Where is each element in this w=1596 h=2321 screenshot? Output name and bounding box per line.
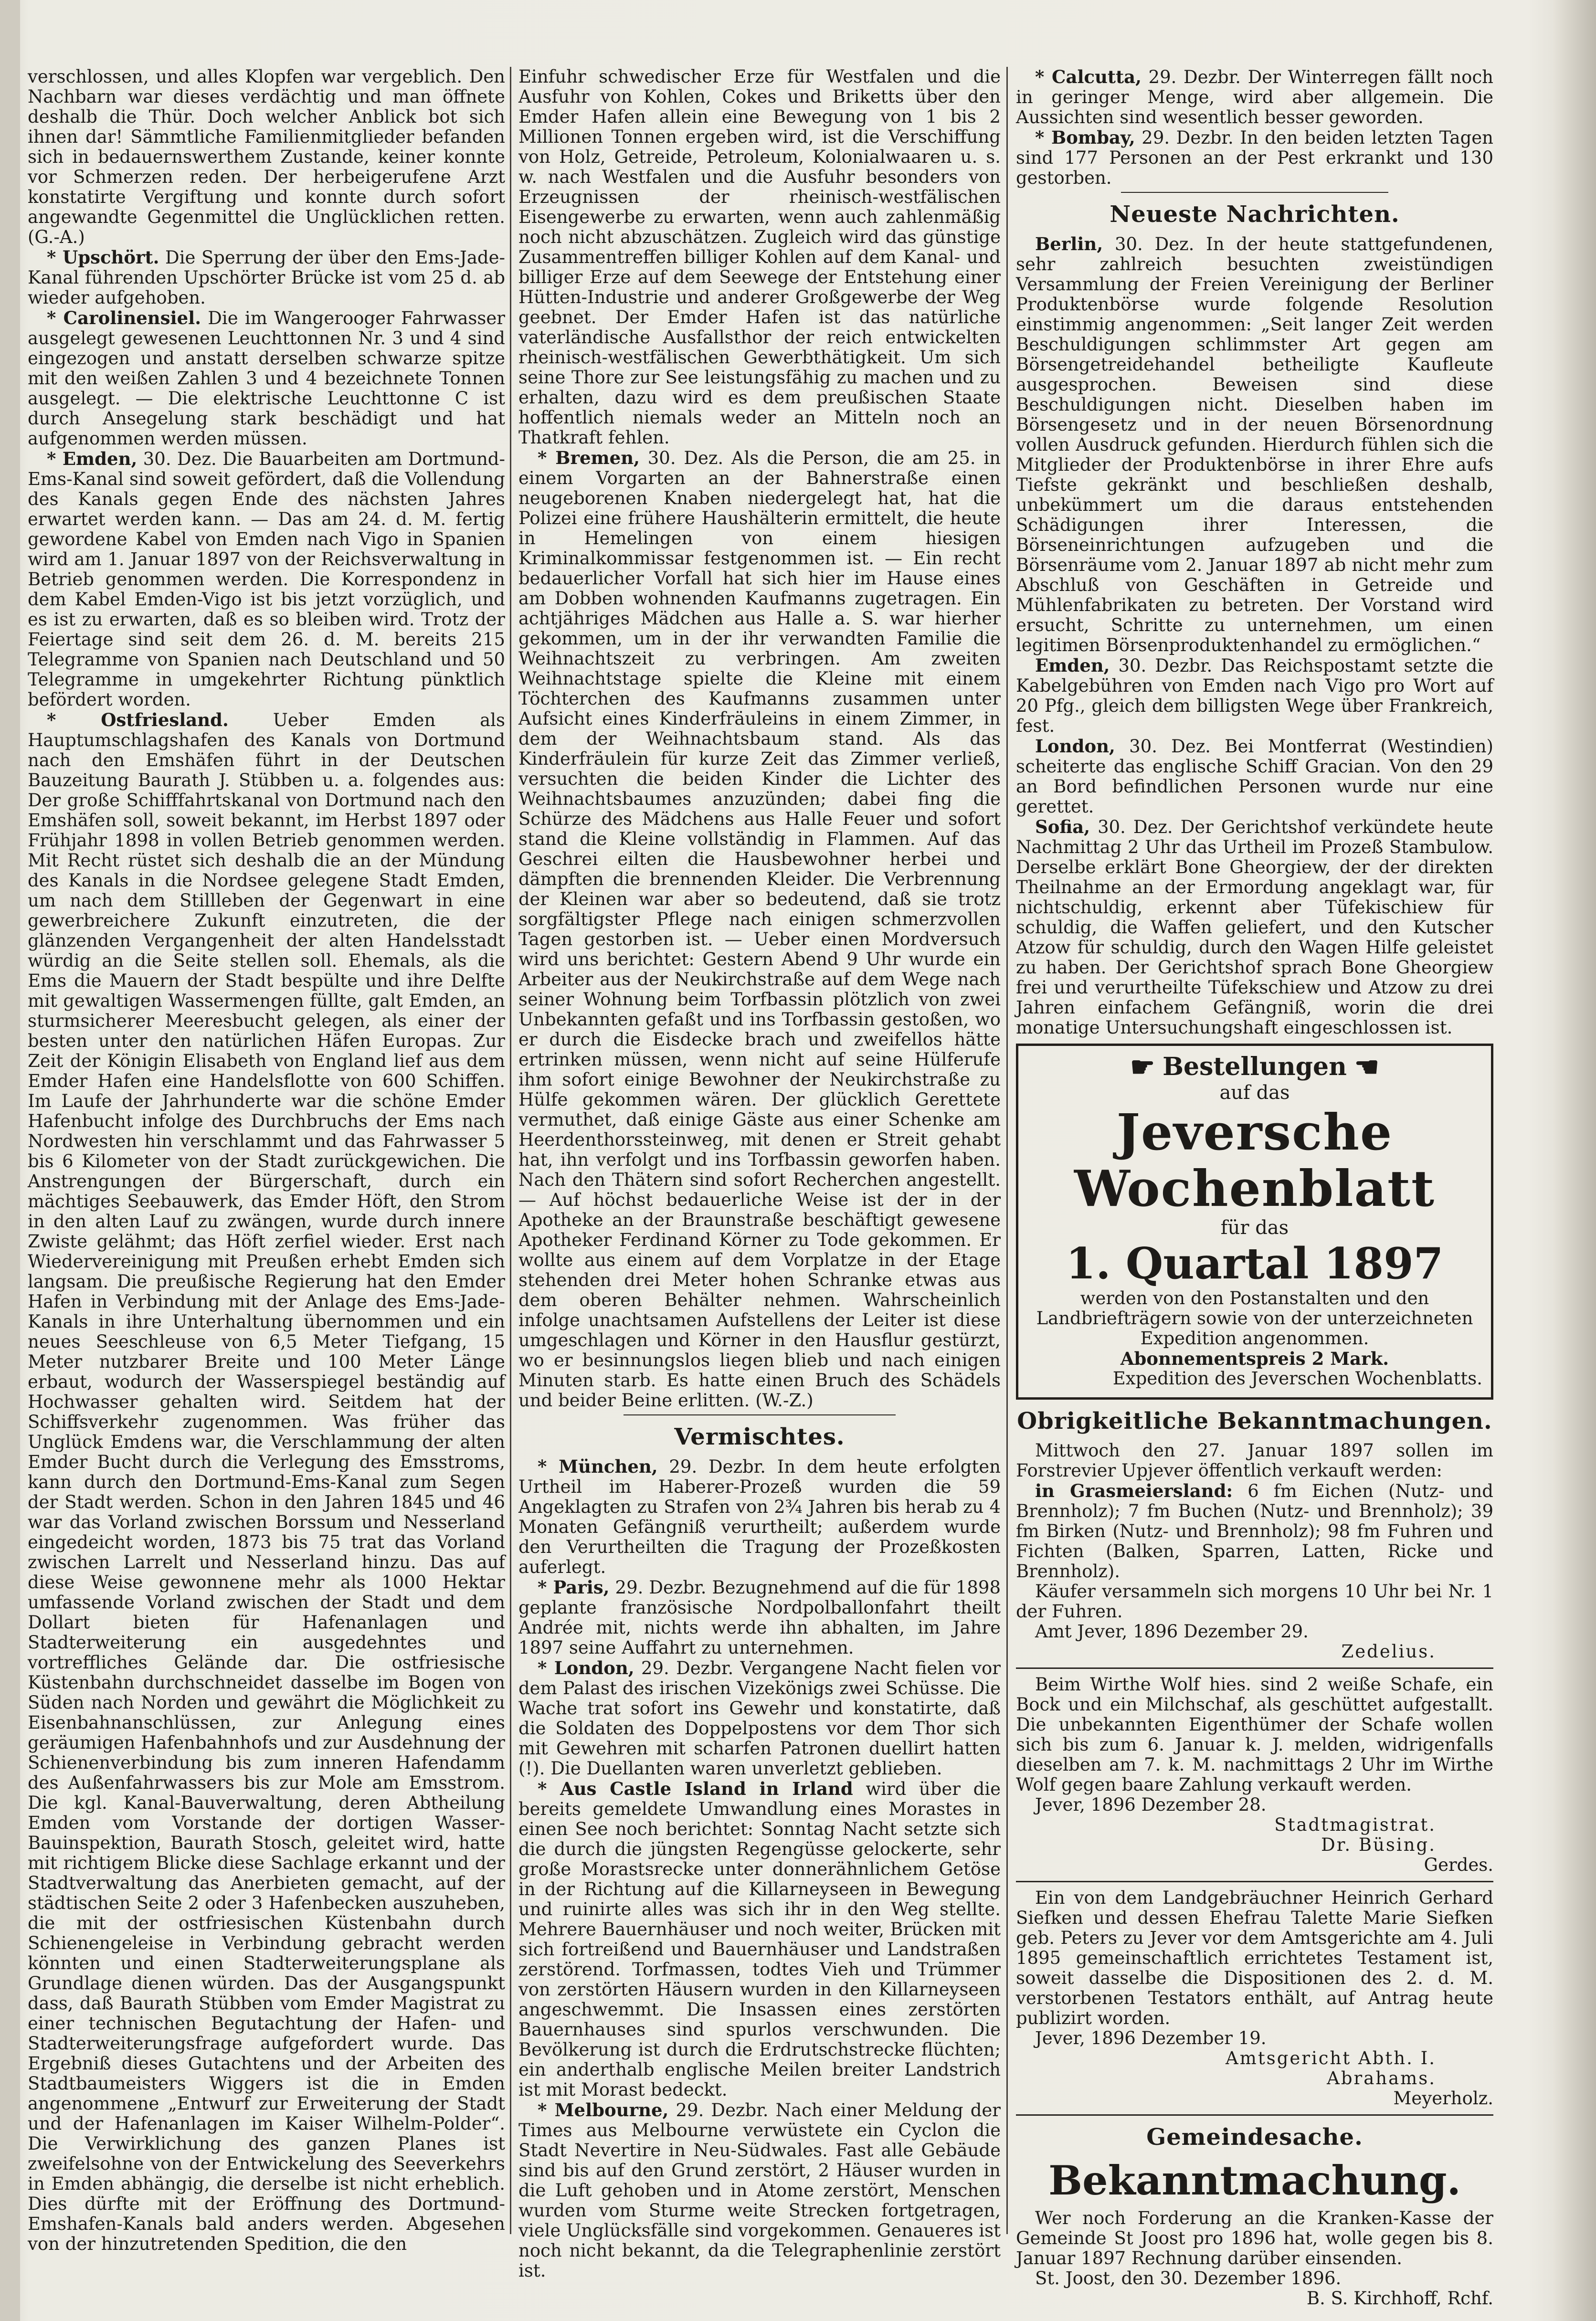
ad-line-1: Bestellungen [1163,1052,1347,1081]
notice-holzverkauf: Mittwoch den 27. Januar 1897 sollen im Forstrevier Upjever öffentlich verkauft werden: [1016,1440,1493,1481]
notice-signature: Gerdes. [1424,1855,1493,1875]
article-sofia [1016,817,1493,1038]
right-page-edge [1553,0,1596,2321]
section-divider [1121,192,1388,193]
dateline: * Upschört. [47,247,159,268]
ad-line-2: auf das [1219,1082,1290,1104]
notice-signature: B. S. Kirchhoff, Rchf. [1306,2288,1493,2309]
ad-price: Abonnementspreis 2 Mark. [1120,1348,1389,1369]
article-emden [28,449,505,710]
location-label: in Grasmeiersland: [1035,1480,1233,1501]
notice-signature: Meyerholz. [1393,2088,1493,2109]
article-text: wird über die bereits gemeldete Umwandlung eines Morastes in einen See noch berichtet: Sonntag Nacht setzte sich die durch die jüngsten Regengüsse gelockerte, sehr große Morastsrecke unter donnerähnlichem Getöse in der Richtung auf die Killarneyseen in Bewegung und ruinirte alles was sich ihr in den Weg stellte. Mehrere Bauernhäuser und noch weiter, Brücken mit sich fortreißend und Bauernhäuser und Landstraßen zerstörend. Torfmassen, todtes Vieh und Trümmer von zerstörten Häusern wurden in den Killarneyseen angeschwemmt. Die Insassen eines zerstörten Bauernhauses sind spurlos verschwunden. Die Bevölkerung ist durch die Erdrutschstrecke flüchten; ein anderthalb englische Meilen breiter Landstrich ist mit Morast bedeckt. [518,1779,1001,2100]
article-bombay [1016,127,1493,188]
ad-line-4: für das [1220,1217,1289,1239]
ad-quarter: 1. Quartal 1897 [1066,1238,1444,1289]
article-ostfriesland [28,710,505,2254]
notice-holzverkauf-meeting: Käufer versammeln sich morgens 10 Uhr bei Nr. 1 der Fuhren. [1016,1581,1493,1622]
article-text: 29. Dezbr. Der Winterregen fällt noch in geringer Menge, wird aber allgemein. Die Aussichten sind wesentlich besser geworden. [1016,67,1493,127]
article-continuation: verschlossen, und alles Klopfen war vergeblich. Den Nachbarn war dieses verdächtig und man öffnete deshalb die Thür. Doch welcher Anblick bot sich ihnen dar! Sämmtliche Familienmitglieder befanden sich in bedauernswerthem Zustande, keiner konnte vor Schmerzen reden. Der herbeigerufene Arzt konstatirte Vergiftung und konnte durch sofort angewandte Gegenmittel die Unglücklichen retten. (G.-A.) [28,66,505,247]
article-text: 30. Dezbr. Das Reichspostamt setzte die Kabelgebühren von Emden nach Vigo pro Wort auf 20 Pfg., gleich dem billigsten Wege über Frankreich, fest. [1016,655,1493,736]
notice-signatory: Abrahams. [1327,2068,1436,2089]
dateline: * Aus Castle Island in Irland [538,1778,853,1799]
article-berlin [1016,234,1493,655]
pointing-hand-right-icon: ☛ [1130,1051,1155,1083]
column-3 [1016,66,1493,2309]
dateline: Berlin, [1035,233,1103,254]
notice-divider [1016,1881,1493,1882]
notice-signature: Zedelius. [1341,1641,1436,1662]
notice-court: Amtsgericht Abth. I. [1226,2048,1436,2068]
dateline: * Paris, [538,1577,610,1598]
notice-schafe: Beim Wirthe Wolf hies. sind 2 weiße Schafe, ein Bock und ein Milchschaf, als geschüttet aufgestallt. Die unbekannten Eigenthümer der Schafe wollen sich bis zum 6. Januar k. J. melden, widrigenfalls dieselben am 7. k. M. nachmittags 2 Uhr im Wirthe Wolf gegen baare Zahlung verkauft werden. [1016,1674,1493,1795]
section-divider [624,1414,896,1415]
section-heading-neueste-nachrichten: Neueste Nachrichten. [1110,201,1400,228]
ad-headline [1027,1053,1482,1081]
notice-divider [1016,2114,1493,2116]
article-carolinensiel [28,308,505,449]
left-page-edge [0,0,20,2321]
article-text: 29. Dezbr. Vergangene Nacht fielen vor dem Palast des irischen Vizekönigs zwei Schüsse. Die Wache trat sofort ins Gewehr und konstatirte, daß die Soldaten des Doppelpostens vor dem Thor sich mit Gewehren mit scharfen Patronen duellirt hatten (!). Die Duellanten waren unverletzt geblieben. [518,1658,1001,1779]
article-text: 29. Dezbr. In den beiden letzten Tagen sind 177 Personen an der Pest erkrankt und 130 gestorben. [1016,127,1493,188]
notice-divider [1016,1667,1493,1669]
article-text: 30. Dez. Der Gerichtshof verkündete heute Nachmittag 2 Uhr das Urtheil im Prozeß Stambulow. Derselbe erklärt Bone Gheorgiew, der der direkten Theilnahme an der Ermordung angeklagt war, für nichtschuldig, erkennt aber Tüfekischiew für schuldig, die Waffen geliefert, und den Kutscher Atzow für schuldig, durch den Wagen Hilfe geleistet zu haben. Der Gerichtshof sprach Bone Gheorgiew frei und verurtheilte Tüfekschiew und Atzow zu drei Jahren einfachem Gefängniß, worin die drei monatige Untersuchungshaft eingeschlossen ist. [1016,817,1493,1038]
article-text: Ueber Emden als Hauptumschlagshafen des Kanals von Dortmund nach den Emshäfen führt in der Deutschen Bauzeitung Baurath J. Stübben u. a. folgendes aus: Der große Schifffahrtskanal von Dortmund nach den Emshäfen soll, soweit bekannt, im Herbst 1897 oder Frühjahr 1898 in vollen Betrieb genommen werden. Mit Recht rüstet sich deshalb die an der Mündung des Kanals in die Nordsee gelegene Stadt Emden, um nach dem Stillleben der Gegenwart in eine gewerbreichere Zukunft einzutreten, die der glänzenden Vergangenheit der alten Handelsstadt würdig an die Seite stellen soll. Ehemals, als die Ems die Mauern der Stadt bespülte und ihre Delfte mit gewaltigen Wassermengen füllte, galt Emden, an sturmsicherer Meeresbucht gelegen, als einer der besten unter den natürlichen Häfen Europas. Zur Zeit der Königin Elisabeth von England lief aus dem Emder Hafen eine Handelsflotte von 600 Schiffen. Im Laufe der Jahrhunderte war die schöne Emder Hafenbucht infolge des Durchbruchs der Ems nach Nordwesten hin verschlammt und das Fahrwasser 5 bis 6 Kilometer von der Stadt zurückgewichen. Die Anstrengungen der Bürgerschaft, durch ein mächtiges Seebauwerk, das Emder Höft, den Strom in den alten Lauf zu zwängen, wurde durch innere Zwiste gelähmt; das Höft zerfiel wieder. Erst nach Wiedervereinigung mit Preußen erhebt Emden sich langsam. Die preußische Regierung hat den Emder Hafen in Verbindung mit der Anlage des Ems-Jade-Kanals in ihre Unterhaltung übernommen und ein neues Seeschleuse von 6,5 Meter Tiefgang, 15 Meter nutzbarer Breite und 100 Meter Länge erbaut, wodurch der Wasserspiegel beständig auf Hochwasser gehalten wird. Seitdem hat der Schiffsverkehr zugenommen. Was früher das Unglück Emdens war, die Verschlammung der alten Emder Bucht durch die Verlegung des Emsstroms, kann durch den Dortmund-Ems-Kanal zum Segen der Stadt werden. Schon in den Jahren 1845 und 46 war das Vorland zwischen Borssum und Nesserland eingedeicht worden, 1873 bis 75 trat das Vorland zwischen Larrelt und Nesserland hinzu. Das auf diese Weise gewonnene mehr als 1000 Hektar umfassende Vorland zwischen der Stadt und dem Dollart bieten für Hafenanlagen und Stadterweiterung ein ausgedehntes und vortreffliches Gelände dar. Die ostfriesische Küstenbahn durchschneidet dasselbe im Bogen von Süden nach Norden und gewährt die Möglichkeit zu Eisenbahnanschlüssen, zur Anlegung eines geräumigen Hafenbahnhofs und zur Ausdehnung der Schienenverbindung bis zum inneren Hafendamm des Außenfahrwassers bis zur Mole am Emsstrom. Die kgl. Kanal-Bauverwaltung, deren Abtheilung Emden vom Vorstande der dortigen Wasser-Bauinspektion, Baurath Stosch, geleitet wird, hatte mit richtigem Blicke diese Sachlage erkannt und der Stadtverwaltung das Anerbieten gemacht, auf der städtischen Seite 2 oder 3 Hafenbecken auszuheben, die mit der ostfriesischen Küstenbahn durch Schienengeleise in Verbindung gebracht werden könnten und einen Stadterweiterungsplane als Grundlage dienen würden. Das der Ausgangspunkt dass, daß Baurath Stübben vom Emder Magistrat zu einer technischen Begutachtung der Hafen- und Stadterweiterungsfrage aufgefordert wurde. Das Ergebniß dieses Gutachtens und der Arbeiten des Stadtbaumeisters Wiggers ist die in Emden angenommene „Entwurf zur Erweiterung der Stadt und der Hafenanlagen im Kaiser Wilhelm-Polder“. Die Verwirklichung des ganzen Planes ist zweifelsohne von der Entwickelung des Seeverkehrs in Emden abhängig, die derselbe ist nicht erheblich. Dies dürfte mit der Eröffnung des Dortmund-Emshafen-Kanals bald anders werden. Abgesehen von der hinzutretenden Spedition, die den [28,710,505,2254]
article-text: 30. Dez. In der heute stattgefundenen, sehr zahlreich besuchten zweistündigen Versammlung der Freien Vereinigung der Berliner Produktenbörse wurde folgende Resolution einstimmig angenommen: „Seit langer Zeit werden Beschuldigungen schlimmster Art gegen am Börsengetreidehandel betheiligte Kaufleute ausgesprochen. Beweisen sind diese Beschuldigungen nicht. Dieselben haben im Börsengesetz und in der neuen Börsenordnung vollen Ausdruck gefunden. Hierdurch fühlen sich die Mitglieder der Produktenbörse in ihrer Ehre aufs Tiefste gekränkt und beschließen deshalb, unbekümmert um die daraus entstehenden Schädigungen ihrer Interessen, die Börseneinrichtungen aufzugeben und die Börsenräume vom 2. Januar 1897 ab nicht mehr zum Abschluß von Geschäften in Getreide und Mühlenfabrikaten zu betreten. Der Vorstand wird ersucht, Schritte zu unternehmen, um einen legitimen Börsenproduktenhandel zu ermöglichen.“ [1016,234,1493,655]
dateline: * Calcutta, [1035,66,1142,87]
ad-signature: Expedition des Jeverschen Wochenblatts. [1112,1368,1482,1389]
article-upschoert [28,247,505,308]
dateline: * Ostfriesland. [47,709,229,730]
dateline: * London, [538,1657,634,1678]
subscription-advertisement [1016,1044,1493,1400]
dateline: Sofia, [1035,816,1090,837]
column-2 [518,66,1001,2281]
article-bremen [518,448,1001,1411]
dateline: Emden, [1035,655,1110,676]
pointing-hand-left-icon: ☚ [1354,1051,1379,1083]
ad-text: werden von den Postanstalten und den Landbriefträgern sowie von der unterzeichneten Expedition angenommen. [1036,1288,1473,1349]
article-melbourne [518,2100,1001,2281]
notice-testament-date: Jever, 1896 Dezember 19. [1035,2028,1267,2048]
article-paris [518,1577,1001,1658]
dateline: London, [1035,736,1115,757]
article-muenchen [518,1456,1001,1577]
notice-krankenkasse-date: St. Joost, den 30. Dezember 1896. [1035,2268,1342,2289]
notice-signatory: Dr. Büsing. [1321,1835,1436,1855]
article-text: 30. Dez. Bei Montferrat (Westindien) scheiterte das englische Schiff Gracian. Von den 29 an Bord befindlichen Personen wurde nur eine gerettet. [1016,736,1493,817]
article-text: 30. Dez. Die Bauarbeiten am Dortmund-Ems-Kanal sind soweit gefördert, daß die Vollendung des Kanals gegen Ende des nächsten Jahres erwartet werden kann. — Das am 24. d. M. fertig gewordene Kabel von Emden nach Vigo in Spanien wird am 1. Januar 1897 von der Reichsverwaltung in Betrieb genommen werden. Die Korrespondenz in dem Kabel Emden-Vigo ist bis jetzt vorzüglich, und es ist zu erwarten, daß es so bleiben wird. Trotz der Feiertage sind seit dem 26. d. M. bereits 215 Telegramme von Spanien nach Deutschland und 50 Telegramme in umgekehrter Richtung pünktlich befördert worden. [28,449,505,710]
section-heading-vermischtes: Vermischtes. [674,1424,845,1450]
notice-authority: Stadtmagistrat. [1274,1815,1436,1835]
article-castle-island [518,1779,1001,2100]
notice-testament: Ein von dem Landgebräuchner Heinrich Gerhard Siefken und dessen Ehefrau Talette Marie Siefken geb. Peters zu Jever vor dem Amtsgerichte am 4. Juli 1895 gemeinschaftlich errichtetes Testament ist, soweit dasselbe die Dispositionen des 2. d. M. verstorbenen Testators enthält, auf Antrag heute publizirt worden. [1016,1888,1493,2028]
column-rule-1 [510,67,511,2234]
section-heading-bekanntmachungen: Obrigkeitliche Bekanntmachungen. [1017,1408,1492,1435]
article-emden-kabel [1016,655,1493,736]
article-calcutta [1016,67,1493,127]
article-text: 30. Dez. Als die Person, die am 25. in einem Vorgarten an der Bahnerstraße einen neugeborenen Knaben niedergelegt hat, hat die Polizei eine frühere Haushälterin ermittelt, die heute in Hemelingen von einem hiesigen Kriminalkommissar festgenommen ist. — Ein recht bedauerlicher Vorfall hat sich hier im Hause eines am Dobben wohnenden Kaufmanns zugetragen. Ein achtjähriges Mädchen aus Halle a. S. war hierher gekommen, um in der ihr verwandten Familie die Weihnachtszeit zu verbringen. Am zweiten Weihnachtstage spielte die Kleine mit einem Töchterchen des Kaufmanns zusammen unter Aufsicht eines Kinderfräuleins in einem Zimmer, in dem der Weihnachtsbaum stand. Als das Kinderfräulein für kurze Zeit das Zimmer verließ, versuchten die beiden Kinder die Lichter des Weihnachtsbaumes anzuzünden; dabei fing die Schürze des Mädchens aus Halle Feuer und sofort stand die Kleine vollständig in Flammen. Auf das Geschrei eilten die Hausbewohner herbei und dämpften die brennenden Kleider. Die Verbrennung der Kleinen war aber so bedeutend, daß sie trotz sorgfältigster Pflege nach einigen schmerzvollen Tagen gestorben ist. — Ueber einen Mordversuch wird uns berichtet: Gestern Abend 9 Uhr wurde ein Arbeiter aus der Neukirchstraße auf dem Wege nach seiner Wohnung beim Torfbassin plötzlich von zwei Unbekannten gefaßt und ins Torfbassin gestoßen, wo er durch die Eisdecke brach und zweifellos hätte ertrinken müssen, wenn nicht auf seine Hülferufe ihm sofort einige Bewohner der Neukirchstraße zu Hülfe gekommen wären. Der glücklich Gerettete vermuthet, daß einige Gäste aus einer Schenke am Heerdenthorssteinweg, mit denen er Streit gehabt hat, ihn verfolgt und ins Torfbassin geworfen haben. Nach den Thätern sind sofort Recherchen angestellt. — Auf höchst bedauerliche Weise ist der in der Apotheke an der Braunstraße beschäftigt gewesene Apotheker Ferdinand Körner zu Tode gekommen. Er wollte aus einem auf dem Vorplatze in der Etage stehenden drei Meter hohen Schranke etwas aus dem oberen Behälter nehmen. Wahrscheinlich infolge unachtsamen Aufstellens der Leiter ist diese umgeschlagen und Körner in den Hausflur gestürzt, wo er besinnungslos liegen blieb und nach einigen Minuten starb. Es hatte einen Bruch des Schädels und beider Beine erlitten. (W.-Z.) [518,448,1001,1411]
dateline: * Bombay, [1035,127,1135,148]
article-continuation: Einfuhr schwedischer Erze für Westfalen und die Ausfuhr von Kohlen, Cokes und Briketts über den Emder Hafen allein eine Bewegung von 1 bis 2 Millionen Tonnen ergeben wird, ist die Verschiffung von Holz, Getreide, Petroleum, Kolonialwaaren u. s. w. nach Westfalen und die Ausfuhr besonders von Erzeugnissen der rheinisch-westfälischen Eisengewerbe zu erwarten, wenn auch zahlenmäßig noch nicht abzuschätzen. Zugleich wird das günstige Zusammentreffen billiger Kohlen auf dem Kanal- und billiger Erze auf dem Seewege der Entstehung einer Hütten-Industrie und anderer Großgewerbe der Weg geebnet. Der Emder Hafen ist das natürliche vaterländische Ausfallsthor der reich entwickelten rheinisch-westfälischen Gewerbthätigkeit. Um sich seine Thore zur See leistungsfähig zu machen und zu erhalten, dazu wird es dem preußischen Staate hoffentlich niemals weder an Mitteln noch an Thatkraft fehlen. [518,66,1001,448]
notice-krankenkasse: Wer noch Forderung an die Kranken-Kasse der Gemeinde St Joost pro 1896 hat, wolle gegen bis 8. Januar 1897 Rechnung darüber einsenden. [1016,2208,1493,2268]
dateline: * Melbourne, [538,2099,669,2121]
article-text: Die im Wangerooger Fahrwasser ausgelegt gewesenen Leuchttonnen Nr. 3 und 4 sind eingezogen und anstatt derselben schwarze spitze mit den weißen Zahlen 3 und 4 bezeichnete Tonnen ausgelegt. — Die elektrische Leuchttonne C ist durch Ansegelung stark beschädigt und hat aufgenommen werden müssen. [28,308,505,449]
article-text: 29. Dezbr. In dem heute erfolgten Urtheil im Haberer-Prozeß wurden die 59 Angeklagten zu Strafen von 2¾ Jahren bis herab zu 4 Monaten Gefängniß verurtheilt; außerdem wurde den Verurtheilten die Tragung der Prozeßkosten auferlegt. [518,1456,1001,1577]
column-1 [28,66,505,2254]
dateline: * Emden, [47,448,137,469]
announcement-title: Bekanntmachung. [1048,2157,1461,2204]
article-text: 29. Dezbr. Bezugnehmend auf die für 1898 geplante französische Nordpolballonfahrt theilt Andrée mit, nichts werde ihn abhalten, im Jahre 1897 seine Auffahrt zu unternehmen. [518,1577,1001,1658]
notice-schafe-date: Jever, 1896 Dezember 28. [1035,1794,1267,1815]
article-london-schiff [1016,736,1493,817]
dateline: * Bremen, [538,447,640,468]
dateline: * München, [538,1456,658,1477]
notice-holzverkauf-date: Amt Jever, 1896 Dezember 29. [1035,1621,1309,1642]
ad-newspaper-title: Jeversche Wochenblatt [1074,1103,1436,1218]
article-text: 29. Dezbr. Nach einer Meldung der Times aus Melbourne verwüstete ein Cyclon die Stadt Nevertire in Neu-Südwales. Fast alle Gebäude sind bis auf den Grund zerstört, 2 Häuser wurden in die Luft gehoben und in Atome zerstört, Menschen wurden vom Sturme weite Strecken fortgetragen, viele Unglücksfälle sind vorgekommen. Genaueres ist noch nicht bekannt, da die Telegraphenlinie zerstört ist. [518,2100,1001,2281]
notice-holzverkauf-lots [1016,1481,1493,1582]
column-rule-2 [1006,67,1008,2234]
dateline: * Carolinensiel. [47,307,201,328]
article-london [518,1658,1001,1779]
section-heading-gemeindesache: Gemeindesache. [1146,2124,1363,2151]
notice-text: 6 fm Eichen (Nutz- und Brennholz); 7 fm Buchen (Nutz- und Brennholz); 39 fm Birken (Nutz- und Brennholz); 98 fm Fuhren und Fichten (Balken, Sparren, Latten, Ricke und Brennholz). [1016,1481,1493,1582]
article-text: Die Sperrung der über den Ems-Jade-Kanal führenden Upschörter Brücke ist vom 25 d. ab wieder aufgehoben. [28,247,505,308]
